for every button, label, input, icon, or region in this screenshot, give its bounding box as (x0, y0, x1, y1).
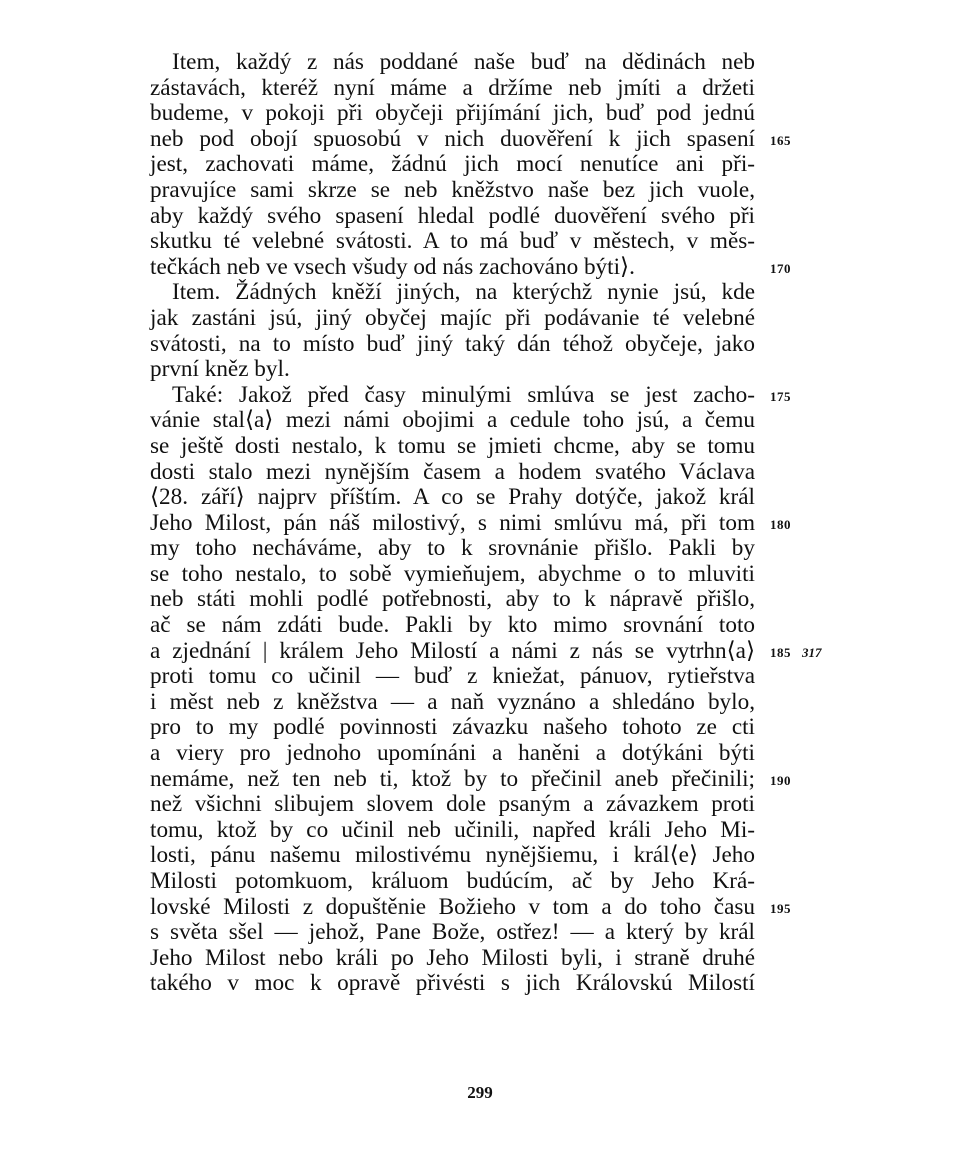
text-line (150, 893, 791, 921)
line-text: s světa sšel — jehož, Pane Bože, ostřez! — a který by král (150, 919, 755, 946)
line-text: a viery pro jednoho upomínáni a haněni a dotýkáni býti (150, 740, 755, 767)
line-text: a zjednání | králem Jeho Milostí a námi z nás se vytrhn⟨a⟩ (150, 637, 755, 664)
line-text: aby každý svého spasení hledal podlé duověření svého při (150, 202, 755, 229)
text-line (150, 50, 770, 76)
line-text: zástavách, kteréž nyní máme a držíme neb jmíti a držeti (150, 74, 755, 101)
text-line (150, 792, 770, 818)
text-line (150, 434, 770, 460)
line-text: pravujíce sami skrze se neb kněžstvo naše bez jich vuole, (150, 176, 755, 203)
text-line (150, 280, 770, 306)
line-text: pro to my podlé povinnosti závazku našeho tohoto ze cti (150, 714, 755, 741)
text-line (150, 765, 791, 793)
text-line (150, 587, 770, 613)
text-line (150, 869, 770, 895)
text-line (150, 664, 770, 690)
text-line (150, 690, 770, 716)
line-text: losti, pánu našemu milostivému nynějšiemu, i král⟨e⟩ Jeho (150, 842, 755, 869)
text-line (150, 741, 770, 767)
line-text: Item. Žádných kněží jiných, na kterýchž nynie jsú, kde (172, 279, 755, 306)
line-text: budeme, v pokoji při obyčeji přijímání jich, buď pod jednú (150, 100, 755, 127)
text-line (150, 101, 770, 127)
text-line (150, 536, 770, 562)
text-line (150, 971, 770, 997)
line-text: ač se nám zdáti bude. Pakli by kto mimo srovnání toto (150, 612, 755, 639)
line-text: lovské Milosti z dopuštěnie Božieho v tom a do toho času (150, 893, 755, 920)
line-text: se toho nestalo, to sobě vymieňujem, abychme o to mluviti (150, 560, 755, 587)
text-line (150, 509, 791, 537)
line-text: dosti stalo mezi nynějším časem a hodem svatého Václava (150, 458, 755, 485)
text-line (150, 562, 770, 588)
text-line (150, 715, 770, 741)
line-text: Také: Jakož před časy minulými smlúva se jest zacho- (172, 381, 755, 408)
source-page-reference: 317 (802, 644, 822, 660)
line-number: 180 (770, 516, 791, 532)
line-number: 185 (770, 644, 791, 660)
text-line (150, 843, 770, 869)
line-text: my toho necháváme, aby to k srovnánie přišlo. Pakli by (150, 535, 755, 562)
line-number: 170 (770, 260, 791, 276)
line-number: 165 (770, 132, 791, 148)
text-line (150, 125, 791, 153)
text-line (150, 178, 770, 204)
text-line (150, 613, 770, 639)
line-text: tomu, ktož by co učinil neb učinili, napřed králi Jeho Mi- (150, 816, 755, 843)
text-line (150, 381, 791, 409)
text-line (150, 408, 770, 434)
line-number: 195 (770, 900, 791, 916)
body-text (150, 49, 822, 997)
line-text: ⟨28. září⟩ najprv příštím. A co se Prahy dotýče, jakož král (150, 484, 755, 511)
text-line (150, 229, 770, 255)
text-line (150, 332, 770, 358)
text-line (150, 818, 770, 844)
line-text: svátosti, na to místo buď jiný taký dán téhož obyčeje, jako (150, 330, 755, 357)
line-text: Milosti potomkuom, králuom budúcím, ač by Jeho Krá- (150, 868, 755, 894)
line-text: Jeho Milost nebo králi po Jeho Milosti byli, i straně druhé (150, 944, 755, 971)
text-line (150, 485, 770, 511)
text-line (150, 920, 770, 946)
line-text: tečkách neb ve vsech všudy od nás zachováno býti⟩. (150, 253, 635, 280)
line-text: takého v moc k opravě přivésti s jich Královskú Milostí (150, 970, 755, 997)
line-text: proti tomu co učinil — buď z kniežat, pánuov, rytieřstva (150, 663, 755, 690)
line-text: než všichni slibujem slovem dole psaným a závazkem proti (150, 791, 755, 818)
line-text: první kněz byl. (150, 356, 290, 383)
text-line (150, 946, 770, 972)
line-number: 175 (770, 388, 791, 404)
text-line (150, 253, 791, 281)
line-text: nemáme, než ten neb ti, ktož by to přečinil aneb přečinili; (150, 765, 755, 792)
text-line (150, 204, 770, 230)
line-text: neb státi mohli podlé potřebnosti, aby to k nápravě přišlo, (150, 586, 755, 613)
line-text: vánie stal⟨a⟩ mezi námi obojimi a cedule toho jsú, a čemu (150, 407, 755, 434)
line-text: se ještě dosti nestalo, k tomu se jmieti chcme, aby se tomu (150, 432, 755, 459)
line-text: jest, zachovati máme, žádnú jich mocí nenutíce ani při- (150, 151, 755, 178)
line-number: 190 (770, 772, 791, 788)
text-line (150, 306, 770, 332)
text-line (150, 637, 822, 665)
line-text: i měst neb z kněžstva — a naň vyznáno a shledáno bylo, (150, 688, 755, 715)
text-line (150, 152, 770, 178)
page-number: 299 (467, 1083, 493, 1102)
text-line (150, 76, 770, 102)
line-text: jak zastáni jsú, jiný obyčej majíc při podávanie té velebné (150, 304, 755, 331)
text-line (150, 460, 770, 486)
line-text: Item, každý z nás poddané naše buď na dědinách neb (172, 49, 755, 75)
line-text: neb pod obojí spuosobú v nich duověření k jich spasení (150, 125, 755, 152)
line-text: Jeho Milost, pán náš milostivý, s nimi smlúvu má, při tom (150, 509, 755, 536)
line-text: skutku té velebné svátosti. A to má buď v městech, v měs- (150, 228, 755, 255)
text-line (150, 357, 770, 383)
